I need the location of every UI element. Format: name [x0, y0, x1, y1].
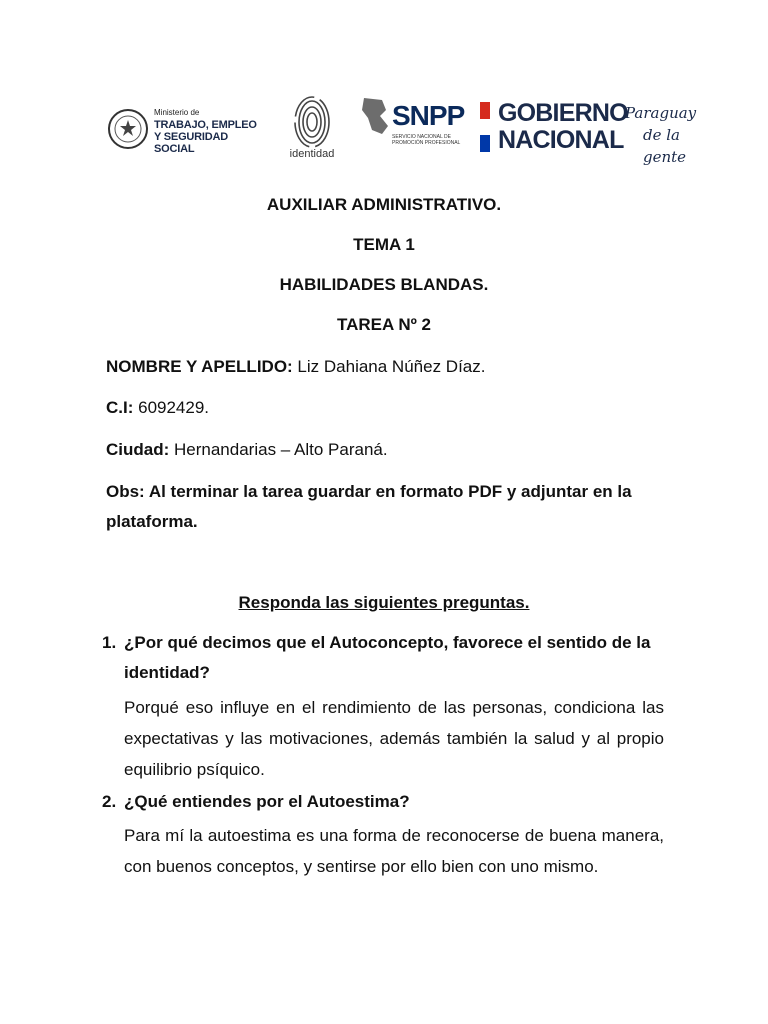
logo-banner [100, 92, 720, 172]
paraguay-map-icon [360, 96, 390, 136]
ci-label: C.I: [106, 398, 134, 417]
questions-heading: Responda las siguientes preguntas. [238, 593, 530, 612]
city-value: Hernandarias – Alto Paraná. [169, 440, 388, 459]
paraguay-flag-icon [480, 102, 490, 152]
question-text: ¿Por qué decimos que el Autoconcepto, favorece el sentido de la identidad? [124, 633, 651, 682]
ci-value: 6092429. [133, 398, 210, 417]
topic-title: TEMA 1 [353, 235, 415, 254]
paraguay-slogan [625, 102, 720, 168]
mtess-logo [108, 102, 268, 157]
fingerprint-icon [286, 92, 338, 148]
name-label: NOMBRE Y APELLIDO: [106, 357, 293, 376]
gobierno-nacional-logo [480, 99, 628, 160]
question-text: ¿Qué entiendes por el Autoestima? [124, 792, 410, 811]
mtess-line-1: TRABAJO, EMPLEO [154, 119, 257, 131]
slogan-line-2: de la gente [643, 126, 687, 166]
student-name-line [106, 357, 485, 377]
identidad-logo [286, 92, 338, 166]
city-label: Ciudad: [106, 440, 170, 459]
question-number: 2. [102, 792, 117, 811]
student-ci-line [106, 398, 209, 418]
mtess-line-2: Y SEGURIDAD SOCIAL [154, 131, 228, 155]
name-value: Liz Dahiana Núñez Díaz. [292, 357, 486, 376]
snpp-logo [362, 96, 465, 158]
subject-title: HABILIDADES BLANDAS. [279, 275, 489, 294]
national-seal-icon [108, 104, 148, 154]
course-title: AUXILIAR ADMINISTRATIVO. [266, 195, 502, 214]
answer-1: Porqué eso influye en el rendimiento de las personas, condiciona las expectativas y las motivaciones, además también la salud y al propio equilibrio psíquico. [124, 698, 664, 779]
answer-2: Para mí la autoestima es una forma de reconocerse de buena manera, con buenos conceptos, y sentirse por ello bien con uno mismo. [124, 826, 664, 876]
question-1 [102, 628, 672, 688]
observation-note: Obs: Al terminar la tarea guardar en formato PDF y adjuntar en la plataforma. [106, 482, 632, 531]
gobierno-line-2: NACIONAL [498, 126, 624, 154]
question-number: 1. [102, 633, 117, 652]
student-city-line [106, 440, 388, 460]
gobierno-line-1: GOBIERNO [498, 99, 628, 127]
snpp-sublabel: SERVICIO NACIONAL DE PROMOCIÓN PROFESIONAL [392, 134, 461, 146]
identidad-label: identidad [289, 148, 335, 160]
mtess-label-small: Ministerio de [154, 108, 200, 117]
paraguay-de-la-gente-logo [625, 102, 720, 166]
question-2 [102, 787, 672, 817]
slogan-line-1: Paraguay [625, 104, 697, 122]
gobierno-label [498, 100, 628, 154]
task-title: TAREA Nº 2 [336, 315, 432, 334]
snpp-label: SNPP [392, 100, 465, 131]
mtess-label [154, 119, 268, 155]
